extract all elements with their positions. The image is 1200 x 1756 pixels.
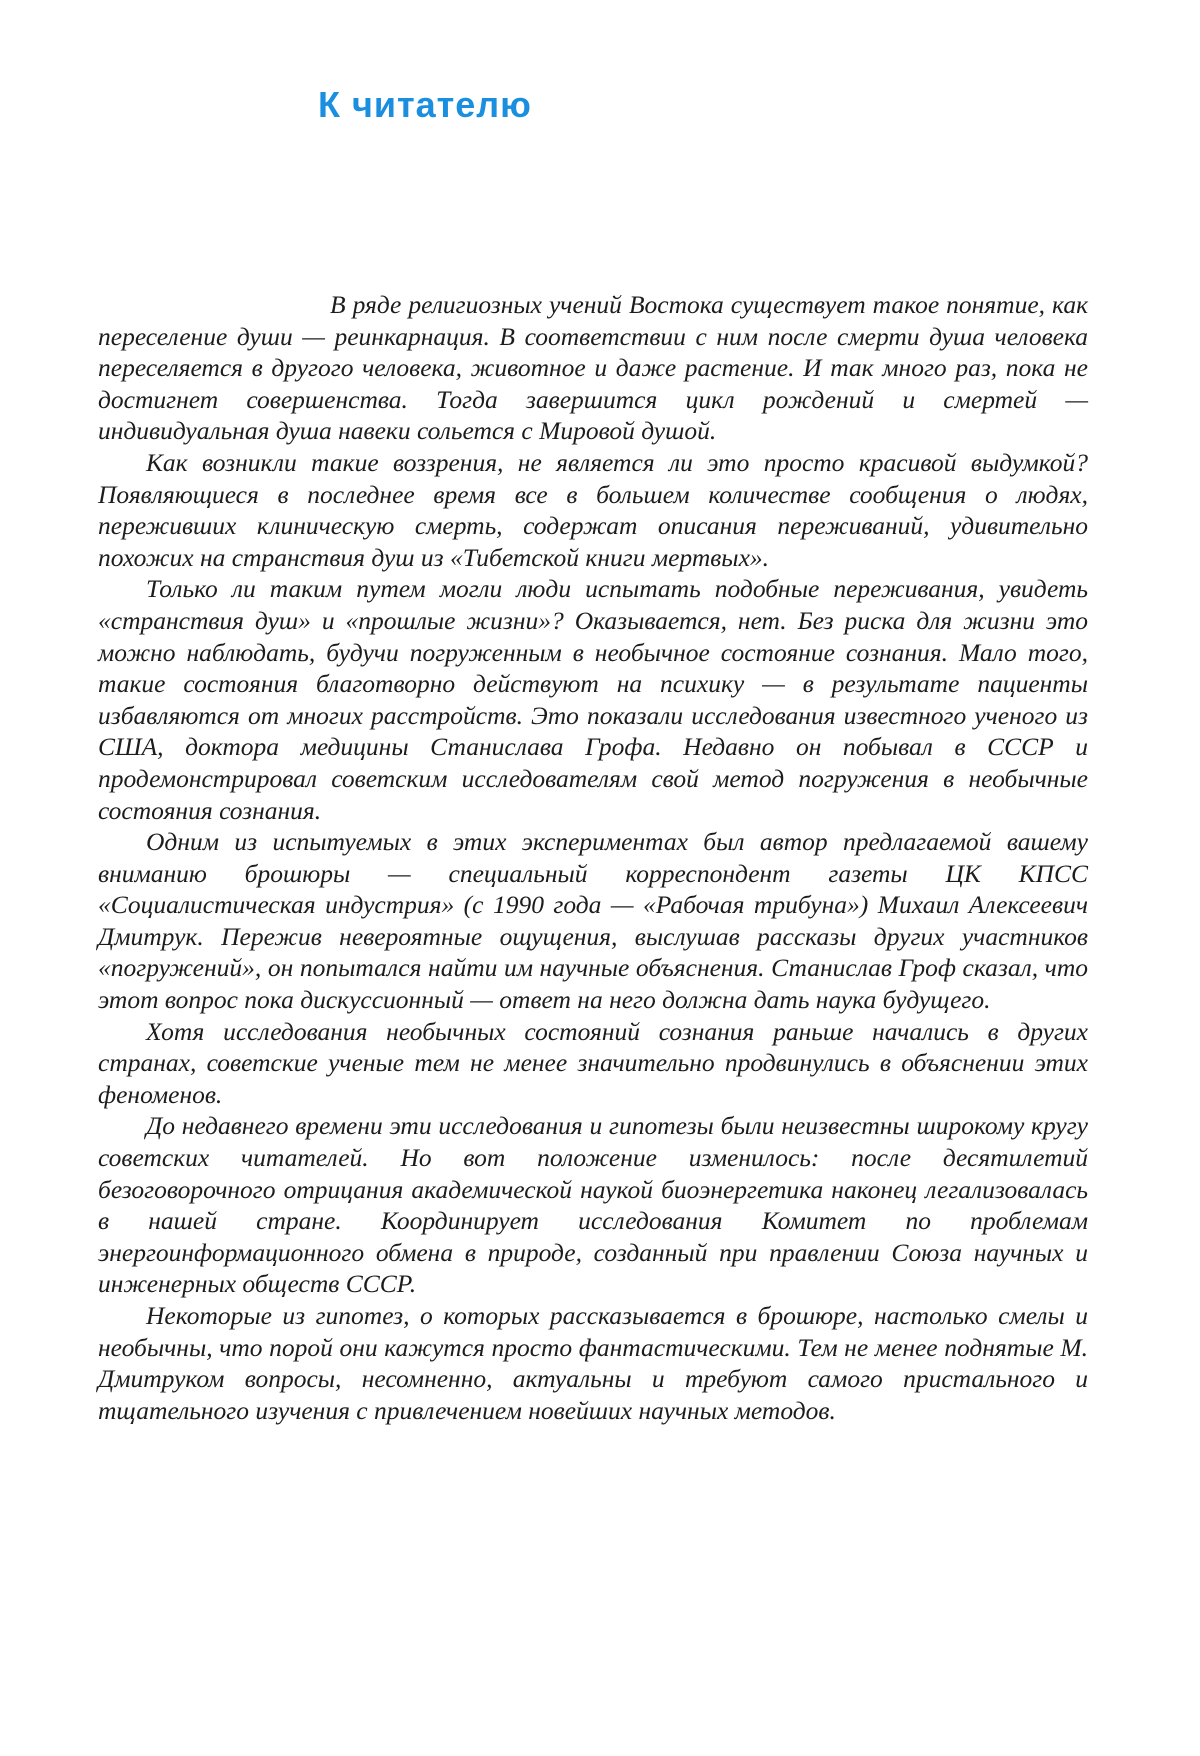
document-page <box>0 0 1200 1756</box>
paragraph: Как возникли такие воззрения, не является ли это просто красивой выдумкой? Появляющиеся в последнее время все в большем количестве сообщения о людях, переживших клиническую смерть, содержат описания переживаний, удивительно похожих на странствия душ из «Тибетской книги мертвых». <box>98 447 1088 573</box>
paragraph: Хотя исследования необычных состояний сознания раньше начались в других странах, советские ученые тем не менее значительно продвинулись в объяснении этих феноменов. <box>98 1016 1088 1111</box>
paragraph: Некоторые из гипотез, о которых рассказывается в брошюре, настолько смелы и необычны, что порой они кажутся просто фантастическими. Тем не менее поднятые М. Дмитруком вопросы, несомненно, актуальны и требуют самого пристального и тщательного изучения с привлечением новейших научных методов. <box>98 1300 1088 1426</box>
body-text <box>98 289 1088 1426</box>
page-title: К читателю <box>318 84 532 126</box>
paragraph: Только ли таким путем могли люди испытать подобные переживания, увидеть «странствия душ» и «прошлые жизни»? Оказывается, нет. Без риска для жизни это можно наблюдать, будучи погруженным в необычное состояние сознания. Мало того, такие состояния благотворно действуют на психику — в результате пациенты избавляются от многих расстройств. Это показали исследования известного ученого из США, доктора медицины Станислава Грофа. Недавно он побывал в СССР и продемонстрировал советским исследователям свой метод погружения в необычные состояния сознания. <box>98 573 1088 826</box>
paragraph: До недавнего времени эти исследования и гипотезы были неизвестны широкому кругу советских читателей. Но вот положение изменилось: после десятилетий безоговорочного отрицания академической наукой биоэнергетика наконец легализовалась в нашей стране. Координирует исследования Комитет по проблемам энергоинформационного обмена в природе, созданный при правлении Союза научных и инженерных обществ СССР. <box>98 1110 1088 1300</box>
paragraph: Одним из испытуемых в этих экспериментах был автор предлагаемой вашему вниманию брошюры — специальный корреспондент газеты ЦК КПСС «Социалистическая индустрия» (с 1990 года — «Рабочая трибуна») Михаил Алексеевич Дмитрук. Пережив невероятные ощущения, выслушав рассказы других участников «погружений», он попытался найти им научные объяснения. Станислав Гроф сказал, что этот вопрос пока дискуссионный — ответ на него должна дать наука будущего. <box>98 826 1088 1016</box>
paragraph: В ряде религиозных учений Востока существует такое понятие, как переселение души — реинкарнация. В соответствии с ним после смерти душа человека переселяется в другого человека, животное и даже растение. И так много раз, пока не достигнет совершенства. Тогда завершится цикл рождений и смертей — индивидуальная душа навеки сольется с Мировой душой. <box>98 289 1088 447</box>
